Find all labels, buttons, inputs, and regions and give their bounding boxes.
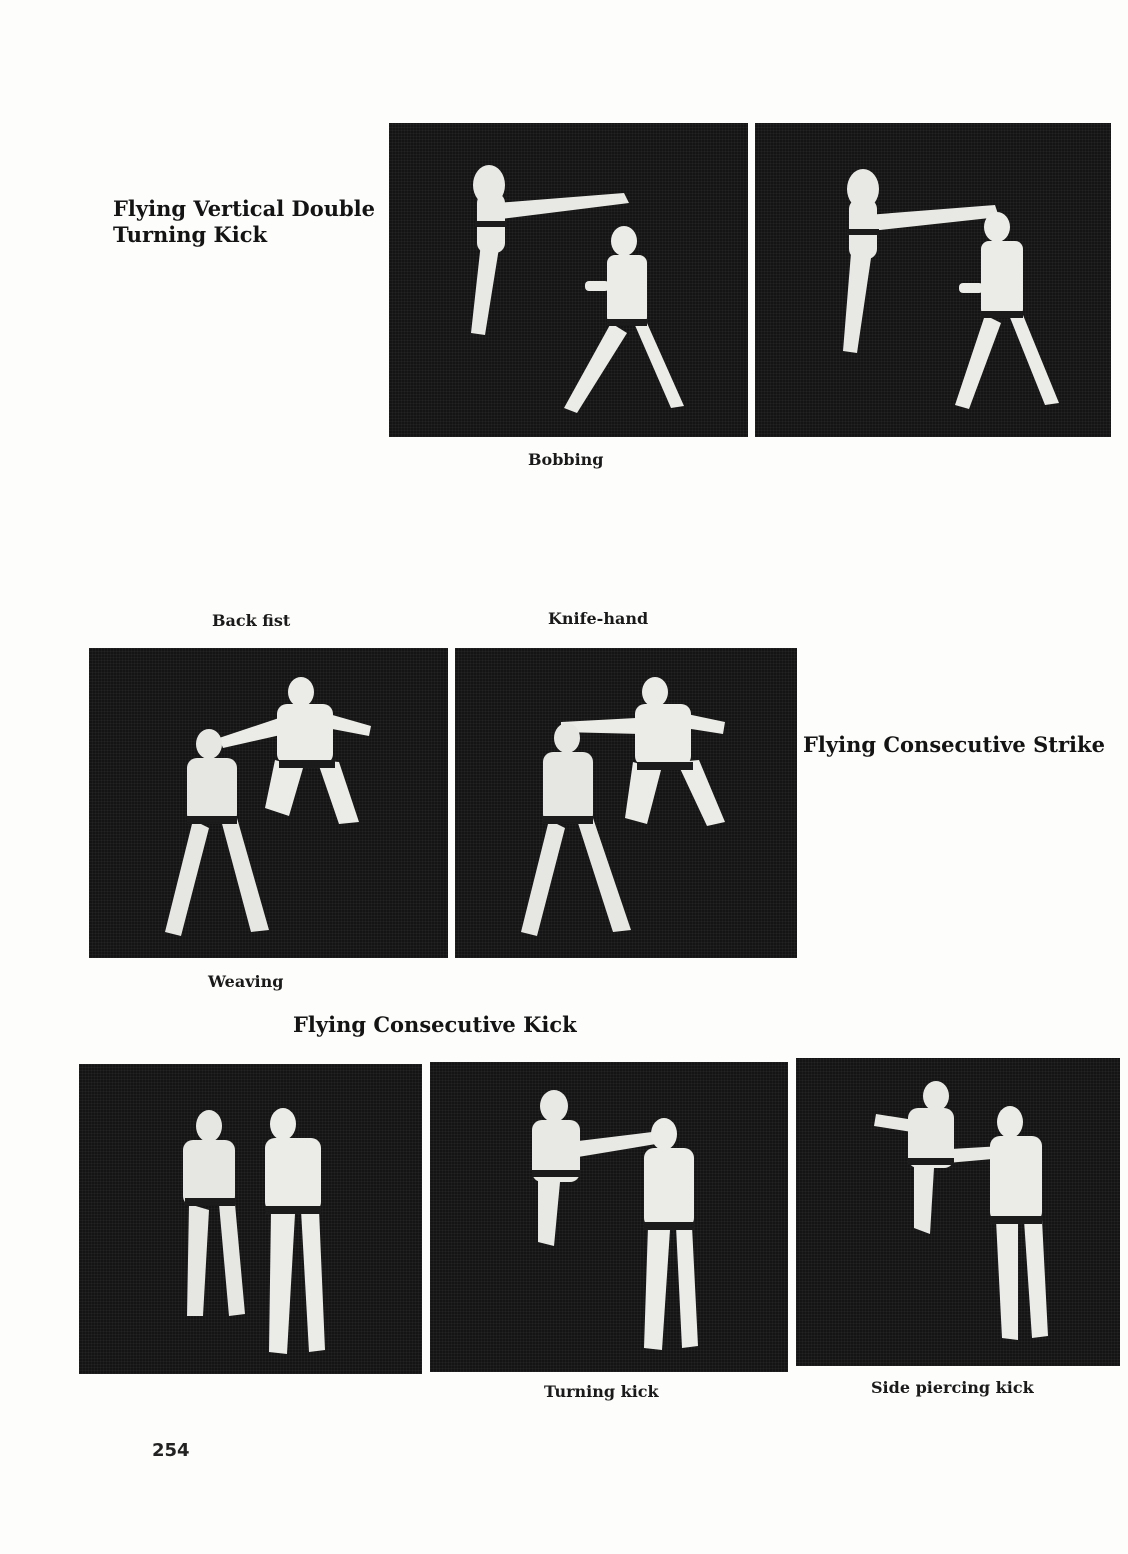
- figures-illustration: [389, 123, 748, 437]
- figures-illustration: [755, 123, 1111, 437]
- figures-illustration: [796, 1058, 1120, 1366]
- section-title-flying-vertical-double-turning-kick: [113, 196, 375, 248]
- photo-consecutive-kick-2: [430, 1062, 788, 1372]
- caption-knife-hand: Knife-hand: [548, 609, 649, 628]
- photo-consecutive-kick-3: [796, 1058, 1120, 1366]
- photo-vertical-kick-1: [389, 123, 748, 437]
- figures-illustration: [455, 648, 797, 958]
- photo-consecutive-strike-2: [455, 648, 797, 958]
- figures-illustration: [79, 1064, 422, 1374]
- page-number: 254: [152, 1440, 190, 1461]
- section-title-flying-consecutive-strike: Flying Consecutive Strike: [803, 732, 1105, 757]
- section-title-line-2: Turning Kick: [113, 222, 268, 247]
- photo-consecutive-kick-1: [79, 1064, 422, 1374]
- caption-bobbing: Bobbing: [528, 450, 604, 469]
- section-title-flying-consecutive-kick: Flying Consecutive Kick: [293, 1012, 577, 1037]
- section-title-line-1: Flying Vertical Double: [113, 196, 375, 221]
- photo-consecutive-strike-1: [89, 648, 448, 958]
- figures-illustration: [430, 1062, 788, 1372]
- caption-weaving: Weaving: [208, 972, 284, 991]
- caption-turning-kick: Turning kick: [544, 1382, 659, 1401]
- caption-back-fist: Back fist: [212, 611, 291, 630]
- photo-vertical-kick-2: [755, 123, 1111, 437]
- caption-side-piercing-kick: Side piercing kick: [871, 1378, 1034, 1397]
- figures-illustration: [89, 648, 448, 958]
